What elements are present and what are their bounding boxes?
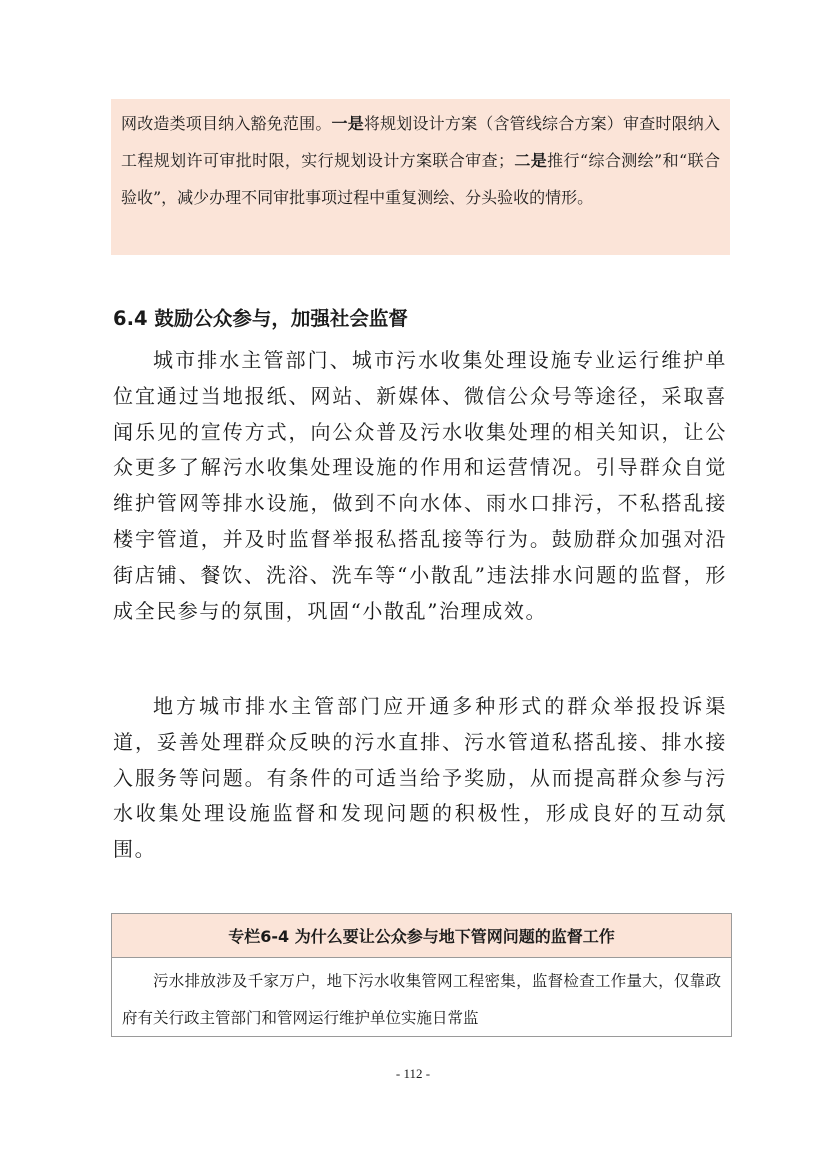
section-heading: 6.4 鼓励公众参与，加强社会监督 <box>113 307 408 330</box>
callout-text-start: 网改造类项目纳入豁免范围。 <box>121 114 332 133</box>
highlight-callout <box>111 99 730 255</box>
page-number: - 112 - <box>395 1066 431 1081</box>
callout-text-one: 将规划设计方案（含管线综合方案）审查时限纳入工程规划许可审批时限，实行规划设计方案联合审查； <box>121 114 720 170</box>
sidebar-box <box>111 913 732 1037</box>
callout-label-two: 二是 <box>513 151 548 170</box>
body-paragraph-1: 城市排水主管部门、城市污水收集处理设施专业运行维护单位宜通过当地报纸、网站、新媒体、微信公众号等途径，采取喜闻乐见的宣传方式，向公众普及污水收集处理的相关知识，让公众更多了解污水收集处理设施的作用和运营情况。引导群众自觉维护管网等排水设施，做到不向水体、雨水口排污，不私搭乱接楼宇管道，并及时监督举报私搭乱接等行为。鼓励群众加强对沿街店铺、餐饮、洗浴、洗车等“小散乱”违法排水问题的监督，形成全民参与的氛围，巩固“小散乱”治理成效。 <box>113 348 727 623</box>
sidebar-box-body: 污水排放涉及千家万户，地下污水收集管网工程密集，监督检查工作量大，仅靠政府有关行政主管部门和管网运行维护单位实施日常监 <box>122 972 721 1027</box>
sidebar-box-title: 专栏6-4 为什么要让公众参与地下管网问题的监督工作 <box>112 914 731 958</box>
callout-text <box>121 105 720 216</box>
callout-label-one: 一是 <box>331 114 364 133</box>
body-paragraph-2: 地方城市排水主管部门应开通多种形式的群众举报投诉渠道，妥善处理群众反映的污水直排、污水管道私搭乱接、排水接入服务等问题。有条件的可适当给予奖励，从而提高群众参与污水收集处理设施监督和发现问题的积极性，形成良好的互动氛围。 <box>113 694 727 862</box>
callout-text-two: 推行“综合测绘”和“联合验收”，减少办理不同审批事项过程中重复测绘、分头验收的情形。 <box>121 151 720 207</box>
